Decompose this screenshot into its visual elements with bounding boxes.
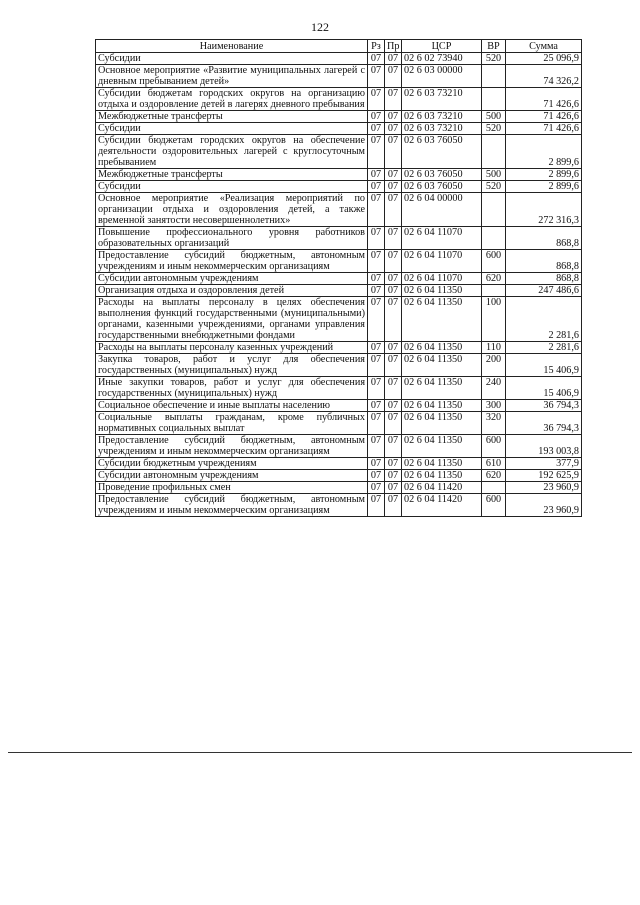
cell-rz: 07 — [368, 273, 385, 285]
cell-rz: 07 — [368, 285, 385, 297]
cell-rz: 07 — [368, 494, 385, 517]
cell-csr: 02 6 04 11350 — [402, 435, 482, 458]
cell-name: Расходы на выплаты персоналу казенных учреждений — [96, 342, 368, 354]
cell-pr: 07 — [385, 494, 402, 517]
table-row — [96, 342, 582, 354]
cell-sum: 377,9 — [506, 458, 582, 470]
cell-vr: 110 — [482, 342, 506, 354]
header-csr: ЦСР — [402, 40, 482, 53]
cell-rz: 07 — [368, 377, 385, 400]
cell-csr: 02 6 04 11350 — [402, 342, 482, 354]
cell-csr: 02 6 03 00000 — [402, 65, 482, 88]
table-row — [96, 458, 582, 470]
cell-csr: 02 6 03 76050 — [402, 169, 482, 181]
cell-pr: 07 — [385, 65, 402, 88]
cell-name: Повышение профессионального уровня работников образовательных организаций — [96, 227, 368, 250]
cell-csr: 02 6 04 11070 — [402, 227, 482, 250]
cell-name: Субсидии — [96, 123, 368, 135]
cell-name: Субсидии — [96, 181, 368, 193]
table-row — [96, 193, 582, 227]
cell-vr — [482, 135, 506, 169]
cell-sum: 71 426,6 — [506, 111, 582, 123]
cell-rz: 07 — [368, 53, 385, 65]
table-body — [96, 53, 582, 517]
cell-sum: 2 281,6 — [506, 297, 582, 342]
cell-csr: 02 6 04 11350 — [402, 400, 482, 412]
cell-vr: 500 — [482, 111, 506, 123]
cell-sum: 25 096,9 — [506, 53, 582, 65]
cell-pr: 07 — [385, 227, 402, 250]
cell-sum: 36 794,3 — [506, 412, 582, 435]
cell-rz: 07 — [368, 135, 385, 169]
bottom-rule — [8, 752, 632, 753]
cell-pr: 07 — [385, 169, 402, 181]
header-sum: Сумма — [506, 40, 582, 53]
cell-name: Основное мероприятие «Развитие муниципальных лагерей с дневным пребыванием детей» — [96, 65, 368, 88]
cell-sum: 2 899,6 — [506, 135, 582, 169]
cell-name: Проведение профильных смен — [96, 482, 368, 494]
cell-sum: 2 899,6 — [506, 181, 582, 193]
cell-sum: 868,8 — [506, 227, 582, 250]
cell-pr: 07 — [385, 273, 402, 285]
cell-sum: 36 794,3 — [506, 400, 582, 412]
cell-name: Субсидии бюджетам городских округов на организацию отдыха и оздоровление детей в лагерях дневного пребывания — [96, 88, 368, 111]
table-row — [96, 400, 582, 412]
table-row — [96, 297, 582, 342]
cell-sum: 192 625,9 — [506, 470, 582, 482]
cell-vr: 240 — [482, 377, 506, 400]
cell-sum: 74 326,2 — [506, 65, 582, 88]
cell-vr: 300 — [482, 400, 506, 412]
cell-pr: 07 — [385, 400, 402, 412]
cell-pr: 07 — [385, 482, 402, 494]
header-rz: Рз — [368, 40, 385, 53]
header-name: Наименование — [96, 40, 368, 53]
cell-pr: 07 — [385, 135, 402, 169]
cell-pr: 07 — [385, 342, 402, 354]
cell-csr: 02 6 04 11420 — [402, 482, 482, 494]
cell-rz: 07 — [368, 250, 385, 273]
cell-rz: 07 — [368, 193, 385, 227]
cell-vr — [482, 193, 506, 227]
cell-sum: 193 003,8 — [506, 435, 582, 458]
cell-rz: 07 — [368, 181, 385, 193]
table-row — [96, 135, 582, 169]
cell-vr: 610 — [482, 458, 506, 470]
table-row — [96, 181, 582, 193]
cell-sum: 23 960,9 — [506, 482, 582, 494]
cell-pr: 07 — [385, 53, 402, 65]
cell-sum: 15 406,9 — [506, 354, 582, 377]
table-row — [96, 53, 582, 65]
cell-vr: 500 — [482, 169, 506, 181]
cell-rz: 07 — [368, 458, 385, 470]
table-row — [96, 65, 582, 88]
cell-vr — [482, 482, 506, 494]
cell-pr: 07 — [385, 193, 402, 227]
cell-csr: 02 6 03 76050 — [402, 181, 482, 193]
header-vr: ВР — [482, 40, 506, 53]
cell-sum: 2 899,6 — [506, 169, 582, 181]
cell-name: Субсидии автономным учреждениям — [96, 273, 368, 285]
cell-name: Расходы на выплаты персоналу в целях обеспечения выполнения функций государственными (муниципальными) органами, казенными учреждениями, органами управления государственными внебюджетными фондами — [96, 297, 368, 342]
cell-pr: 07 — [385, 88, 402, 111]
cell-csr: 02 6 04 11420 — [402, 494, 482, 517]
cell-csr: 02 6 04 11070 — [402, 250, 482, 273]
cell-name: Межбюджетные трансферты — [96, 169, 368, 181]
cell-csr: 02 6 03 73210 — [402, 88, 482, 111]
cell-name: Субсидии автономным учреждениям — [96, 470, 368, 482]
cell-pr: 07 — [385, 123, 402, 135]
cell-pr: 07 — [385, 297, 402, 342]
cell-rz: 07 — [368, 227, 385, 250]
cell-name: Предоставление субсидий бюджетным, автономным учреждениям и иным некоммерческим организациям — [96, 435, 368, 458]
table-row — [96, 250, 582, 273]
cell-csr: 02 6 02 73940 — [402, 53, 482, 65]
cell-vr: 520 — [482, 53, 506, 65]
cell-name: Субсидии — [96, 53, 368, 65]
cell-sum: 272 316,3 — [506, 193, 582, 227]
cell-pr: 07 — [385, 435, 402, 458]
table-row — [96, 412, 582, 435]
cell-csr: 02 6 03 73210 — [402, 111, 482, 123]
table-row — [96, 111, 582, 123]
cell-rz: 07 — [368, 123, 385, 135]
cell-vr: 620 — [482, 273, 506, 285]
cell-rz: 07 — [368, 111, 385, 123]
cell-pr: 07 — [385, 412, 402, 435]
cell-name: Социальное обеспечение и иные выплаты населению — [96, 400, 368, 412]
table-row — [96, 273, 582, 285]
cell-name: Организация отдыха и оздоровления детей — [96, 285, 368, 297]
cell-vr: 600 — [482, 250, 506, 273]
cell-vr: 100 — [482, 297, 506, 342]
table-row — [96, 482, 582, 494]
cell-name: Иные закупки товаров, работ и услуг для обеспечения государственных (муниципальных) нужд — [96, 377, 368, 400]
cell-pr: 07 — [385, 181, 402, 193]
cell-name: Субсидии бюджетным учреждениям — [96, 458, 368, 470]
cell-csr: 02 6 04 11070 — [402, 273, 482, 285]
table-row — [96, 377, 582, 400]
header-row — [96, 40, 582, 53]
cell-csr: 02 6 03 76050 — [402, 135, 482, 169]
budget-table — [95, 39, 582, 517]
cell-csr: 02 6 03 73210 — [402, 123, 482, 135]
cell-csr: 02 6 04 11350 — [402, 297, 482, 342]
cell-rz: 07 — [368, 169, 385, 181]
cell-name: Предоставление субсидий бюджетным, автономным учреждениям и иным некоммерческим организациям — [96, 494, 368, 517]
cell-vr — [482, 65, 506, 88]
table-row — [96, 354, 582, 377]
cell-csr: 02 6 04 11350 — [402, 470, 482, 482]
cell-pr: 07 — [385, 354, 402, 377]
cell-sum: 15 406,9 — [506, 377, 582, 400]
cell-pr: 07 — [385, 470, 402, 482]
cell-pr: 07 — [385, 377, 402, 400]
table-row — [96, 435, 582, 458]
cell-vr: 320 — [482, 412, 506, 435]
cell-csr: 02 6 04 11350 — [402, 354, 482, 377]
cell-name: Субсидии бюджетам городских округов на обеспечение деятельности оздоровительных лагерей с круглосуточным пребыванием — [96, 135, 368, 169]
table-row — [96, 227, 582, 250]
cell-pr: 07 — [385, 458, 402, 470]
cell-rz: 07 — [368, 65, 385, 88]
cell-name: Межбюджетные трансферты — [96, 111, 368, 123]
cell-vr: 600 — [482, 494, 506, 517]
cell-vr — [482, 285, 506, 297]
cell-rz: 07 — [368, 354, 385, 377]
cell-sum: 23 960,9 — [506, 494, 582, 517]
cell-pr: 07 — [385, 285, 402, 297]
cell-rz: 07 — [368, 412, 385, 435]
cell-name: Предоставление субсидий бюджетным, автономным учреждениям и иным некоммерческим организациям — [96, 250, 368, 273]
cell-sum: 247 486,6 — [506, 285, 582, 297]
cell-csr: 02 6 04 11350 — [402, 377, 482, 400]
cell-rz: 07 — [368, 297, 385, 342]
header-pr: Пр — [385, 40, 402, 53]
cell-sum: 71 426,6 — [506, 123, 582, 135]
cell-name: Закупка товаров, работ и услуг для обеспечения государственных (муниципальных) нужд — [96, 354, 368, 377]
cell-vr — [482, 88, 506, 111]
cell-vr: 520 — [482, 181, 506, 193]
cell-sum: 2 281,6 — [506, 342, 582, 354]
cell-rz: 07 — [368, 435, 385, 458]
cell-name: Социальные выплаты гражданам, кроме публичных нормативных социальных выплат — [96, 412, 368, 435]
cell-csr: 02 6 04 11350 — [402, 285, 482, 297]
cell-vr: 520 — [482, 123, 506, 135]
cell-vr: 200 — [482, 354, 506, 377]
table-row — [96, 123, 582, 135]
cell-rz: 07 — [368, 482, 385, 494]
cell-sum: 71 426,6 — [506, 88, 582, 111]
page-number: 122 — [311, 20, 329, 34]
cell-csr: 02 6 04 11350 — [402, 412, 482, 435]
cell-rz: 07 — [368, 88, 385, 111]
cell-csr: 02 6 04 11350 — [402, 458, 482, 470]
table-row — [96, 494, 582, 517]
cell-sum: 868,8 — [506, 250, 582, 273]
cell-vr — [482, 227, 506, 250]
cell-pr: 07 — [385, 250, 402, 273]
cell-csr: 02 6 04 00000 — [402, 193, 482, 227]
cell-rz: 07 — [368, 470, 385, 482]
cell-pr: 07 — [385, 111, 402, 123]
cell-sum: 868,8 — [506, 273, 582, 285]
table-row — [96, 88, 582, 111]
cell-vr: 600 — [482, 435, 506, 458]
cell-vr: 620 — [482, 470, 506, 482]
cell-name: Основное мероприятие «Реализация мероприятий по организации отдыха и оздоровления детей, а также временной занятости несовершеннолетних» — [96, 193, 368, 227]
cell-rz: 07 — [368, 400, 385, 412]
table-row — [96, 169, 582, 181]
table-row — [96, 285, 582, 297]
cell-rz: 07 — [368, 342, 385, 354]
table-row — [96, 470, 582, 482]
